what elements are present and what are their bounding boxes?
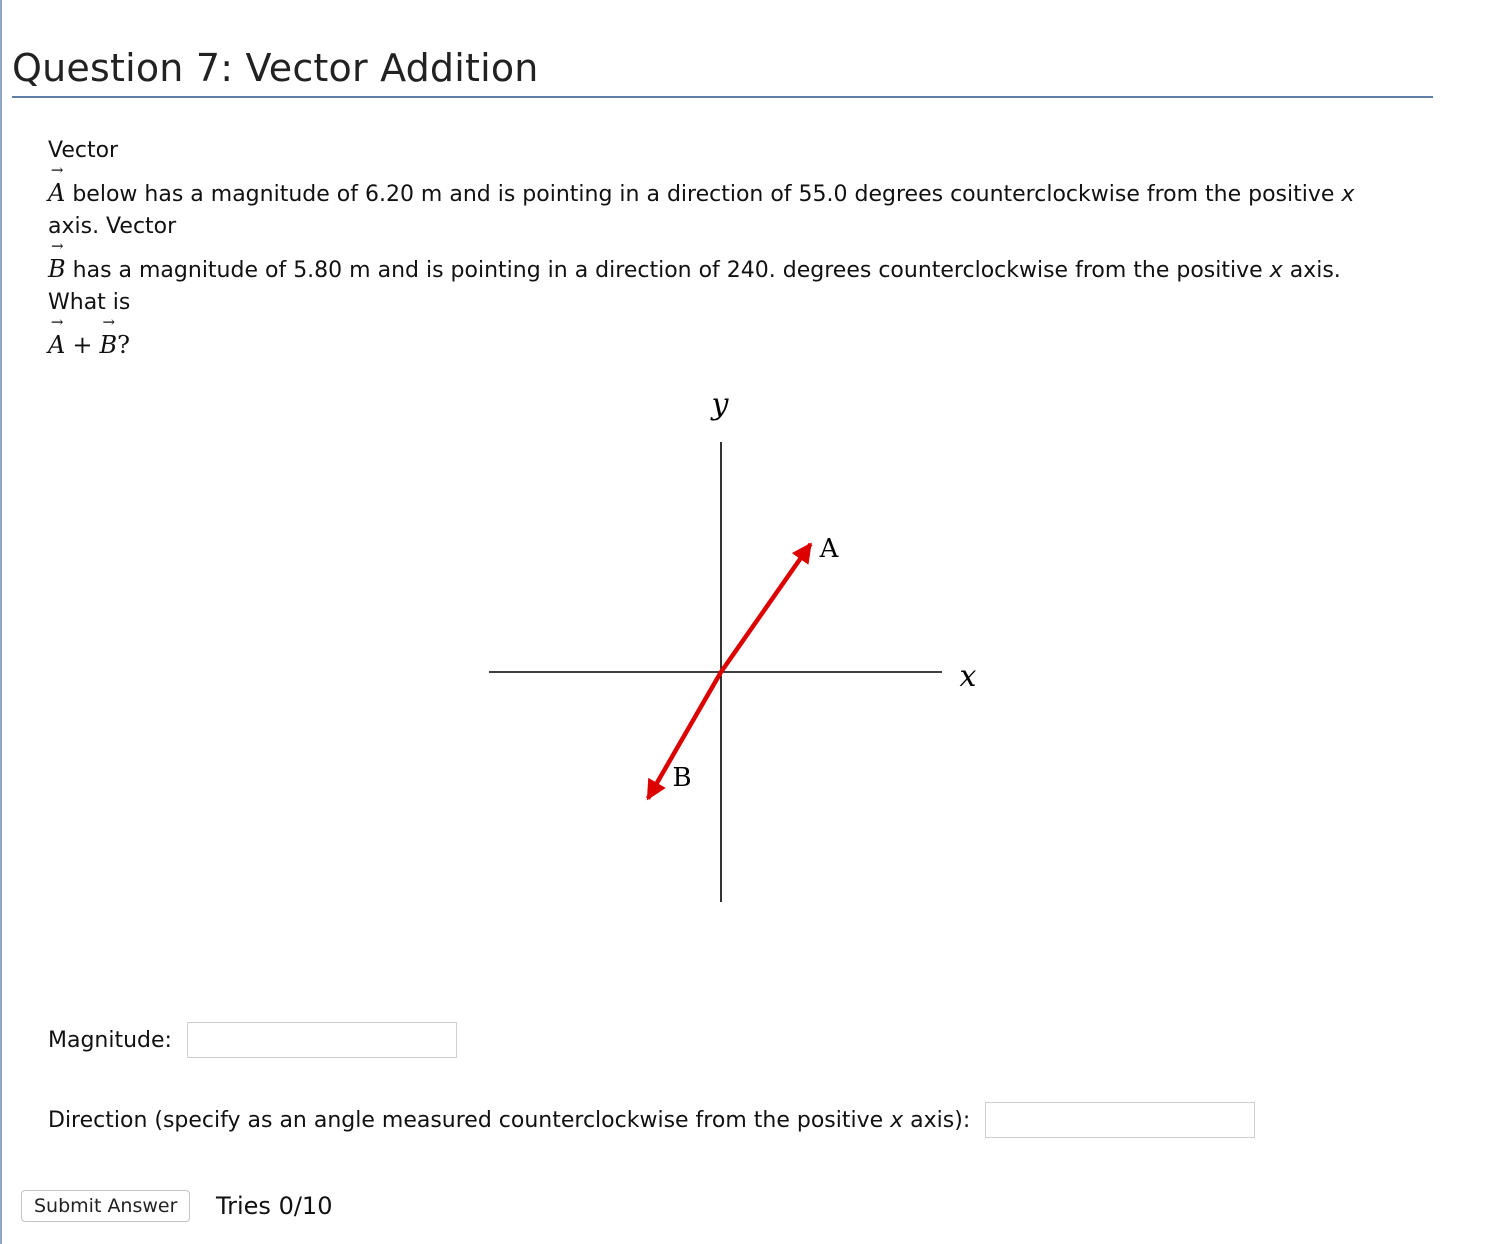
vector-a-description-end: axis. Vector: [48, 214, 177, 239]
submit-answer-button[interactable]: Submit Answer: [21, 1190, 190, 1222]
question-title: Question 7: Vector Addition: [12, 46, 539, 90]
direction-row: [48, 1102, 1255, 1138]
vector-b-description-end: axis.: [1289, 258, 1341, 283]
left-border: [0, 0, 2, 1244]
x-variable: x: [1269, 258, 1283, 283]
magnitude-row: [48, 1022, 457, 1058]
question-mark: ?: [117, 331, 130, 359]
x-variable: x: [1341, 182, 1355, 207]
plus-sign: +: [72, 331, 93, 359]
vector-arrow-icon: →: [102, 313, 116, 331]
vector-a-symbol: → A: [48, 313, 66, 359]
magnitude-label: Magnitude:: [48, 1027, 172, 1053]
direction-input[interactable]: [985, 1102, 1255, 1138]
vector-b-description: has a magnitude of 5.80 m and is pointing in a direction of 240. degrees counterclockwise from the positive: [72, 258, 1263, 283]
vector-a-description: below has a magnitude of 6.20 m and is pointing in a direction of 55.0 degrees counterclockwise from the positive: [72, 182, 1335, 207]
vector-a-arrow: [721, 544, 811, 672]
title-divider: [12, 96, 1433, 98]
vector-b-symbol: → B: [48, 237, 66, 283]
vector-arrow-icon: →: [50, 313, 64, 331]
vector-arrow-icon: →: [51, 237, 64, 255]
vector-diagram: [480, 380, 1000, 920]
y-axis-label: y: [711, 387, 729, 422]
tries-counter: Tries 0/10: [216, 1192, 333, 1220]
question-text: [48, 135, 1428, 363]
vector-b-symbol: → B: [99, 313, 118, 359]
x-axis-label: x: [959, 659, 977, 694]
what-is-text: What is: [48, 290, 131, 315]
word-vector: Vector: [48, 138, 119, 163]
magnitude-input[interactable]: [187, 1022, 457, 1058]
vector-b-label: B: [672, 763, 692, 793]
sum-expression: [48, 313, 1428, 363]
vector-arrow-icon: →: [50, 161, 64, 179]
vector-a-label: A: [819, 534, 839, 564]
vector-a-symbol: → A: [48, 161, 66, 207]
direction-label: Direction (specify as an angle measured counterclockwise from the positive x axis):: [48, 1107, 971, 1133]
